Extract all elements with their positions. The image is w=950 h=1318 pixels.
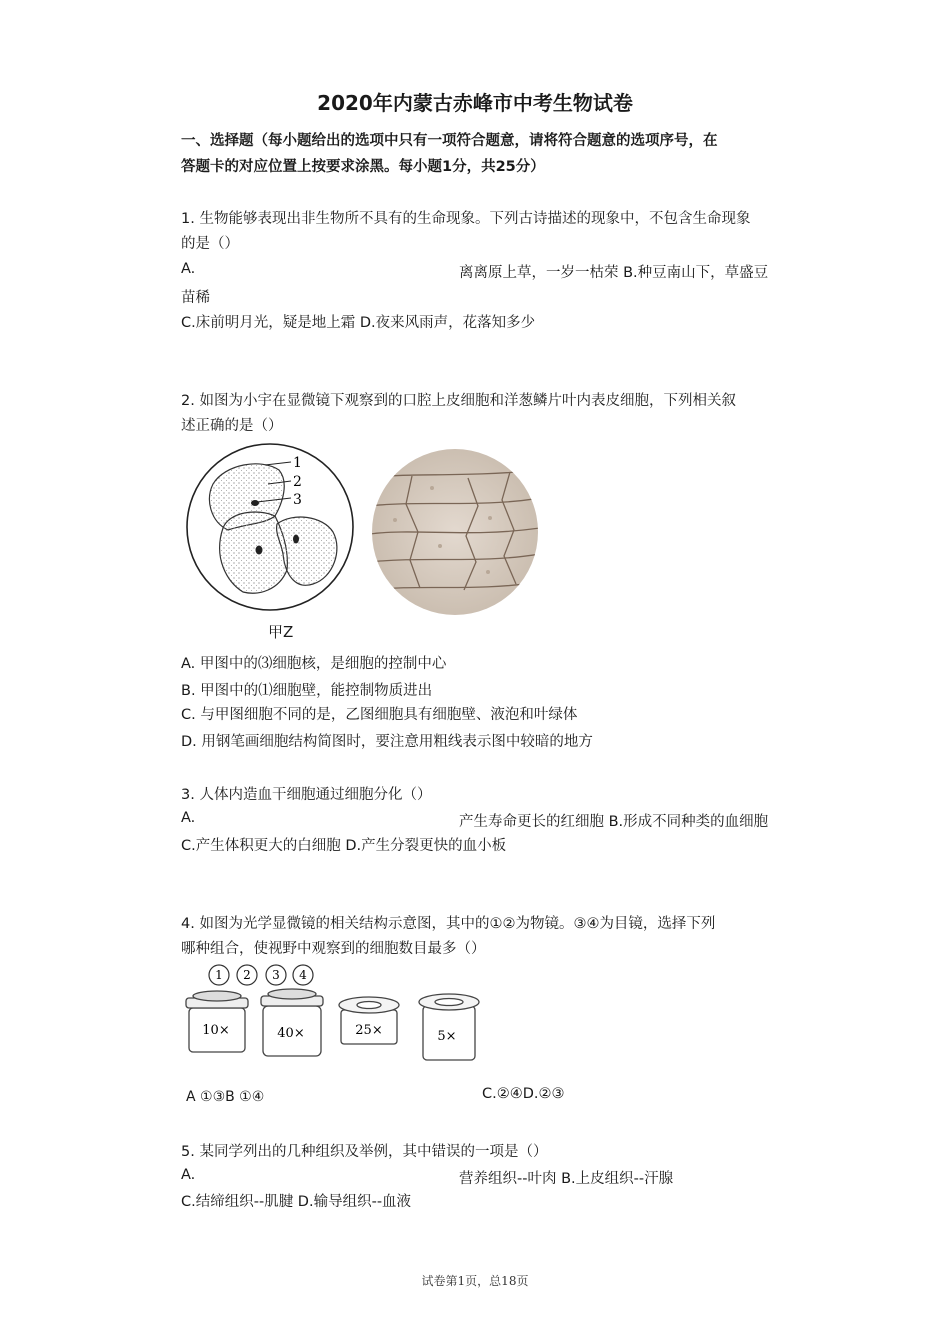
circle-label-4: 4 (299, 968, 307, 982)
q2-stem-line2: 述正确的是（） (181, 418, 283, 434)
objective-lens-40x (261, 989, 323, 1056)
onion-cell-micrograph (370, 448, 540, 616)
q2-stem-line1: 2. 如图为小宇在显微镜下观察到的口腔上皮细胞和洋葱鳞片叶内表皮细胞，下列相关叙 (181, 393, 736, 409)
q3-options-cd: C.产生体积更大的白细胞 D.产生分裂更快的血小板 (181, 838, 507, 854)
page-title: 2020年内蒙古赤峰市中考生物试卷 (317, 91, 633, 115)
q1-options-ab-cont: 苗稀 (181, 290, 210, 306)
label-1: 1 (293, 455, 302, 471)
q2-option-a: A. 甲图中的⑶细胞核，是细胞的控制中心 (181, 656, 447, 672)
objective-lens-10x (186, 991, 248, 1052)
circle-label-2: 2 (243, 968, 251, 982)
q5-options-ab: 营养组织--叶肉 B.上皮组织--汗腺 (459, 1171, 674, 1187)
q1-options-ab: 离离原上草，一岁一枯荣 B.种豆南山下，草盛豆 (459, 265, 769, 281)
q1-options-cd: C.床前明月光，疑是地上霜 D.夜来风雨声，花落知多少 (181, 315, 536, 331)
q3-option-a-label: A. (181, 810, 196, 826)
q5-stem: 5. 某同学列出的几种组织及举例，其中错误的一项是（） (181, 1144, 548, 1160)
diagram-caption: 甲Z (268, 623, 294, 641)
microscope-lens-diagram (183, 962, 503, 1062)
lens-label-40x: 40× (277, 1026, 305, 1041)
lens-label-5x: 5× (437, 1029, 457, 1044)
q3-stem: 3. 人体内造血干细胞通过细胞分化（） (181, 787, 432, 803)
q1-option-a-label: A. (181, 261, 196, 277)
section-heading-line2: 答题卡的对应位置上按要求涂黑。每小题1分，共25分） (181, 159, 545, 175)
page-footer: 试卷第1页，总18页 (421, 1274, 529, 1288)
lens-label-10x: 10× (202, 1023, 230, 1038)
q4-options-ab: A ①③B ①④ (186, 1089, 265, 1102)
section-heading-line1: 一、选择题（每小题给出的选项中只有一项符合题意，请将符合题意的选项序号，在 (181, 133, 718, 149)
lens-label-25x: 25× (355, 1023, 383, 1038)
q2-option-c: C. 与甲图细胞不同的是，乙图细胞具有细胞壁、液泡和叶绿体 (181, 707, 578, 723)
q3-options-ab: 产生寿命更长的红细胞 B.形成不同种类的血细胞 (459, 814, 769, 830)
label-2: 2 (293, 474, 302, 490)
q4-stem-line2: 哪种组合，使视野中观察到的细胞数目最多（） (181, 941, 486, 957)
q2-option-d: D. 用钢笔画细胞结构简图时，要注意用粗线表示图中较暗的地方 (181, 734, 593, 750)
circle-label-1: 1 (215, 968, 223, 982)
q5-option-a-label: A. (181, 1167, 196, 1183)
label-3: 3 (293, 492, 302, 508)
q4-stem-line1: 4. 如图为光学显微镜的相关结构示意图，其中的①②为物镜。③④为目镜，选择下列 (181, 916, 716, 932)
q4-options-cd: C.②④D.②③ (482, 1086, 565, 1102)
circle-label-3: 3 (272, 968, 280, 982)
cheek-cell-diagram (183, 442, 363, 612)
eyepiece-5x (419, 994, 479, 1060)
q1-stem-line1: 1. 生物能够表现出非生物所不具有的生命现象。下列古诗描述的现象中，不包含生命现象 (181, 211, 751, 227)
q2-option-b: B. 甲图中的⑴细胞壁，能控制物质进出 (181, 683, 433, 699)
q1-stem-line2: 的是（） (181, 236, 239, 252)
q5-options-cd: C.结缔组织--肌腱 D.输导组织--血液 (181, 1194, 412, 1210)
